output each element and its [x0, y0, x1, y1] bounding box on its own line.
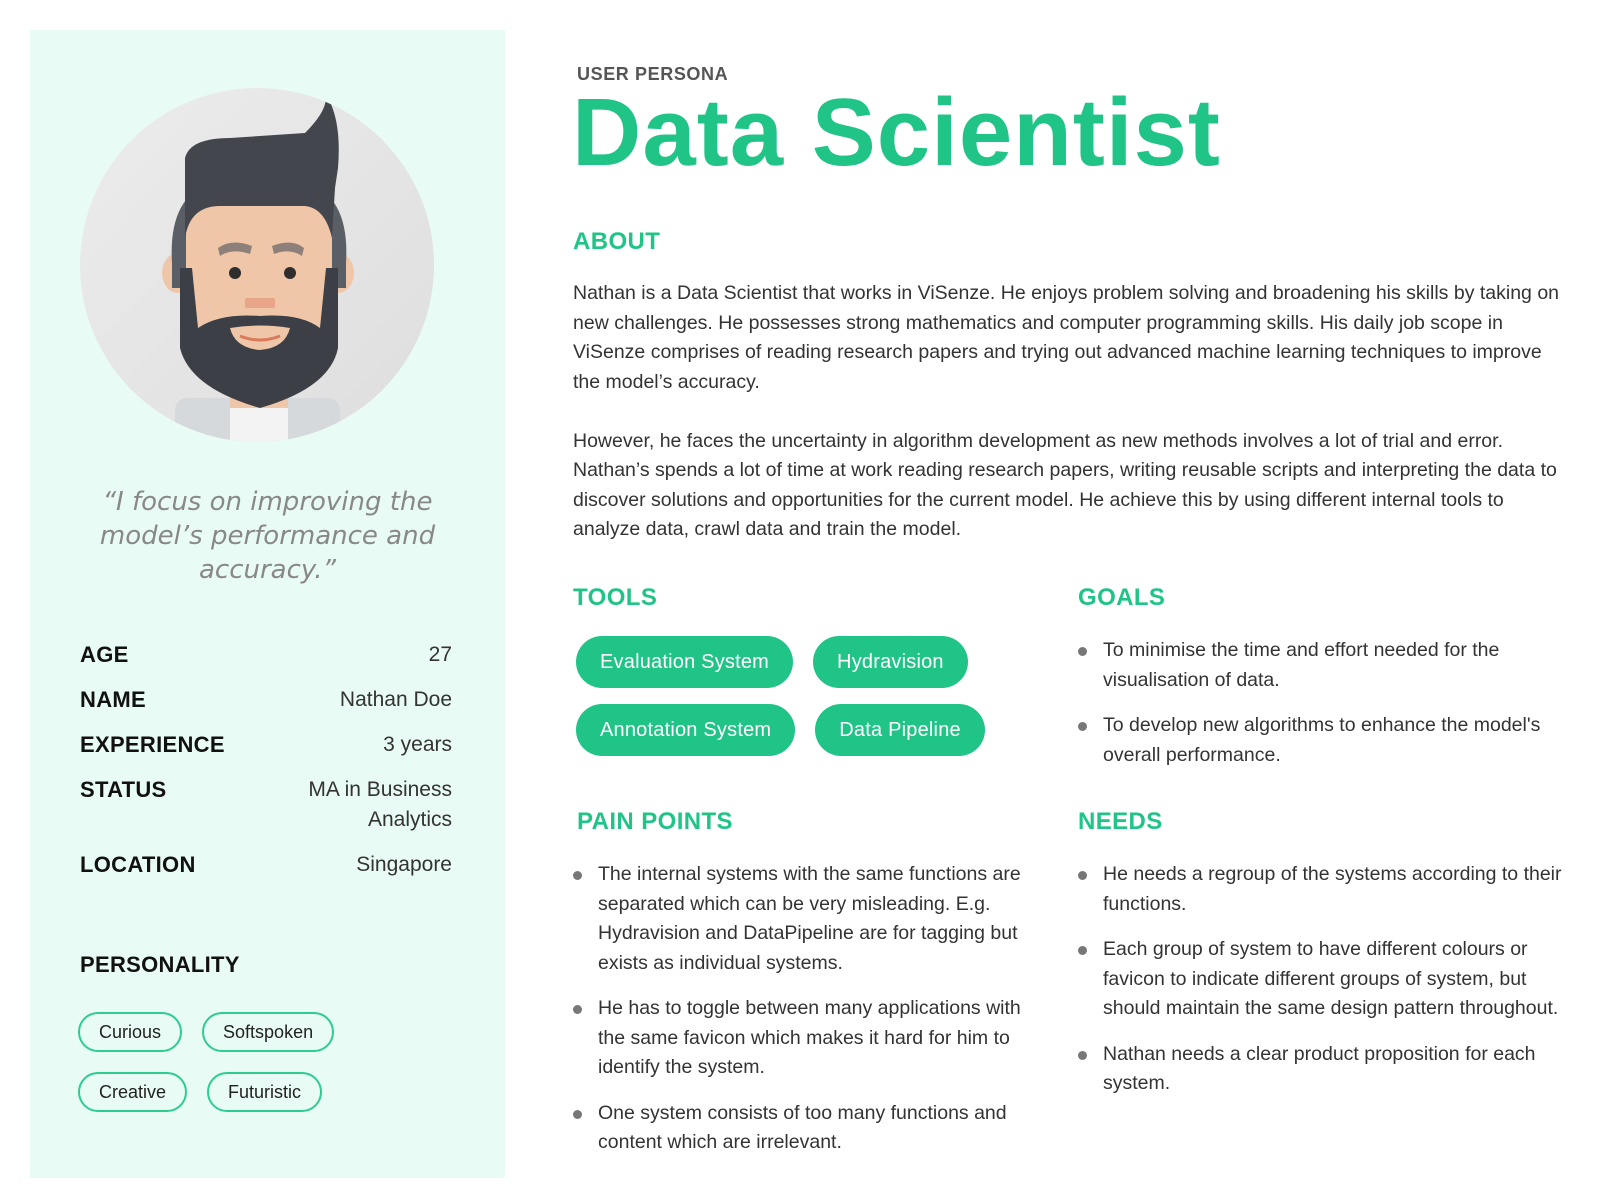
about-text [573, 279, 1563, 574]
pain-point-text: One system consists of too many functions and content which are irrelevant. [598, 1101, 1007, 1153]
about-paragraph: Nathan is a Data Scientist that works in ViSenze. He enjoys problem solving and broadening his skills by taking on new challenges. He possesses strong mathematics and computer programming skills. His daily job scope in ViSenze comprises of reading research papers and trying out advanced machine learning techniques to improve the model’s accuracy. [573, 282, 1560, 393]
info-label: EXPERIENCE [80, 732, 225, 757]
need-text: Nathan needs a clear product proposition for each system. [1103, 1042, 1536, 1094]
trait-tag: Softspoken [202, 1012, 334, 1052]
tools-heading: TOOLS [573, 584, 658, 611]
list-item [1078, 711, 1568, 770]
list-item [1078, 935, 1568, 1024]
info-row-status [80, 775, 452, 835]
trait-tag: Curious [78, 1012, 182, 1052]
info-row-name [80, 685, 452, 715]
info-row-location [80, 850, 452, 880]
pain-point-text: The internal systems with the same functions are separated which can be very misleading. E.g. Hydravision and DataPipeline are for tagging but exists as individual systems. [598, 863, 1021, 974]
info-label: LOCATION [80, 852, 196, 877]
bullet-icon [573, 1005, 582, 1014]
needs-list [1078, 860, 1568, 1115]
info-row-age [80, 640, 452, 670]
info-label: AGE [80, 642, 129, 667]
tools-list [576, 636, 1036, 772]
list-item [1078, 1040, 1568, 1099]
tools-row [576, 704, 1036, 756]
info-value: Nathan Doe [339, 688, 452, 711]
pain-points-list [573, 860, 1043, 1174]
personality-traits [78, 1012, 378, 1112]
bullet-icon [1078, 946, 1087, 955]
goal-text: To minimise the time and effort needed for the visualisation of data. [1103, 639, 1500, 691]
pain-points-heading: PAIN POINTS [577, 808, 733, 835]
tool-tag: Annotation System [576, 704, 795, 756]
needs-heading: NEEDS [1078, 808, 1163, 835]
list-item [1078, 860, 1568, 919]
bullet-icon [1078, 1051, 1087, 1060]
bullet-icon [1078, 647, 1087, 656]
info-row-experience [80, 730, 452, 760]
list-item [573, 860, 1043, 978]
avatar [80, 88, 435, 443]
info-label: NAME [80, 687, 146, 712]
goals-list [1078, 636, 1568, 786]
tool-tag: Hydravision [813, 636, 968, 688]
bullet-icon [573, 1110, 582, 1119]
info-label: STATUS [80, 777, 167, 802]
about-heading: ABOUT [573, 228, 661, 255]
profile-panel [30, 30, 505, 1178]
info-value: MA in Business Analytics [308, 778, 452, 831]
tool-tag: Data Pipeline [815, 704, 985, 756]
goals-heading: GOALS [1078, 584, 1166, 611]
about-paragraph: However, he faces the uncertainty in algorithm development as new methods involves a lot of trial and error. Nathan’s spends a lot of time at work reading research papers, writing reusable scripts and interpreting the data to discover solutions and opportunities for the current model. He achieve this by using different internal tools to analyze data, crawl data and train the model. [573, 429, 1557, 540]
list-item [573, 994, 1043, 1083]
goal-text: To develop new algorithms to enhance the model's overall performance. [1103, 714, 1541, 766]
list-item [1078, 636, 1568, 695]
tools-row [576, 636, 1036, 688]
bullet-icon [1078, 871, 1087, 880]
bullet-icon [573, 871, 582, 880]
need-text: Each group of system to have different colours or favicon to indicate different groups of system, but should maintain the same design pattern throughout. [1103, 938, 1559, 1019]
persona-quote: “I focus on improving the model’s performance and accuracy.” [99, 487, 436, 585]
tool-tag: Evaluation System [576, 636, 793, 688]
profile-info-list [80, 640, 452, 895]
info-value: Singapore [356, 853, 452, 876]
page-eyebrow: USER PERSONA [577, 64, 729, 84]
bearded-man-illustration [80, 88, 435, 443]
pain-point-text: He has to toggle between many applications with the same favicon which makes it hard for him to identify the system. [598, 997, 1021, 1078]
info-value: 3 years [383, 733, 452, 756]
page-title: Data Scientist [572, 79, 1221, 186]
personality-heading: PERSONALITY [80, 952, 240, 977]
list-item [573, 1099, 1043, 1158]
trait-tag: Futuristic [207, 1072, 322, 1112]
info-value: 27 [428, 643, 452, 666]
bullet-icon [1078, 722, 1087, 731]
trait-tag: Creative [78, 1072, 187, 1112]
need-text: He needs a regroup of the systems according to their functions. [1103, 863, 1562, 915]
